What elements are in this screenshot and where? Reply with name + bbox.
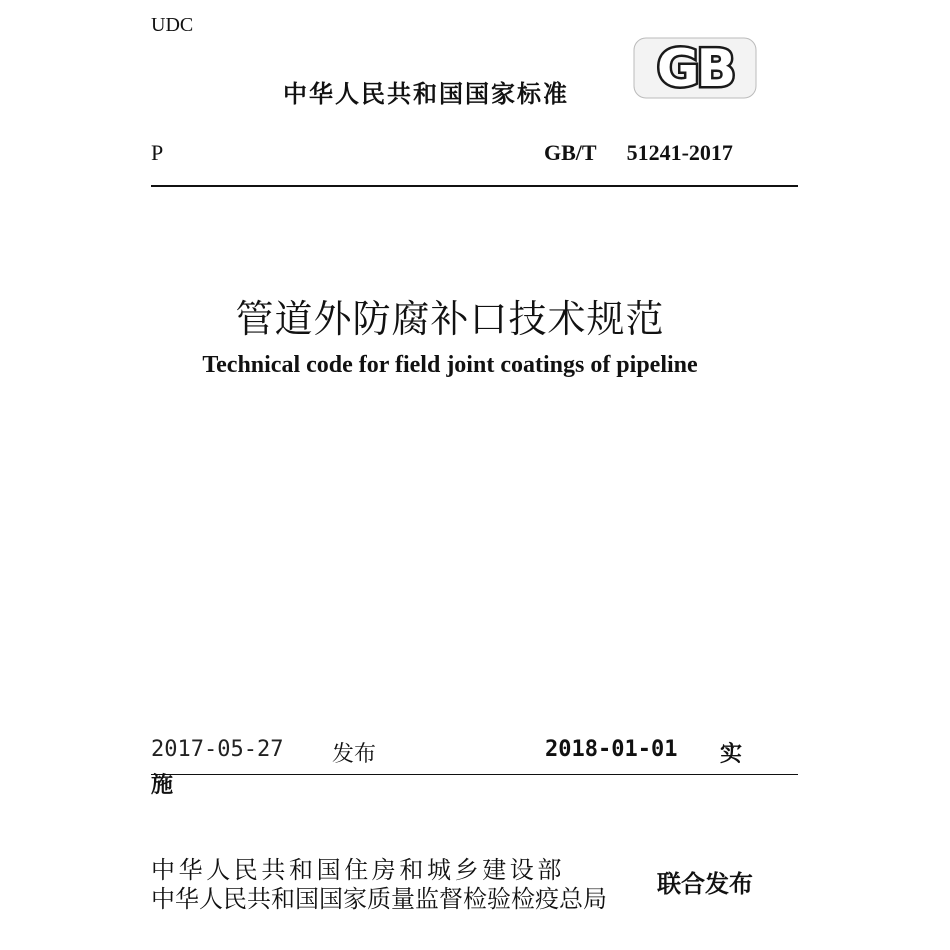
title-chinese: 管道外防腐补口技术规范 bbox=[235, 297, 665, 341]
standard-number bbox=[544, 140, 733, 166]
standard-code: 51241-2017 bbox=[626, 140, 733, 165]
udc-label: UDC bbox=[151, 14, 194, 36]
national-standard-heading: 中华人民共和国国家标准 bbox=[283, 80, 569, 108]
standard-prefix: GB/T bbox=[544, 140, 597, 165]
date-divider bbox=[151, 774, 798, 775]
joint-issue-label: 联合发布 bbox=[657, 870, 753, 898]
svg-text:GB: GB bbox=[656, 39, 734, 99]
gb-logo bbox=[632, 36, 758, 100]
title-english: Technical code for field joint coatings of pipeline bbox=[202, 352, 698, 378]
effective-label-part2: 施 bbox=[151, 773, 174, 798]
effective-label-part1: 实 bbox=[720, 742, 743, 767]
issue-date: 2017-05-27 bbox=[151, 737, 284, 762]
issue-label: 发布 bbox=[332, 742, 377, 767]
classification-code: P bbox=[151, 140, 164, 165]
issuer-aqsiq: 中华人民共和国国家质量监督检验检疫总局 bbox=[151, 885, 607, 913]
effective-date: 2018-01-01 bbox=[545, 737, 678, 762]
header-divider bbox=[151, 185, 798, 187]
issuer-ministry: 中华人民共和国住房和城乡建设部 bbox=[151, 856, 565, 884]
